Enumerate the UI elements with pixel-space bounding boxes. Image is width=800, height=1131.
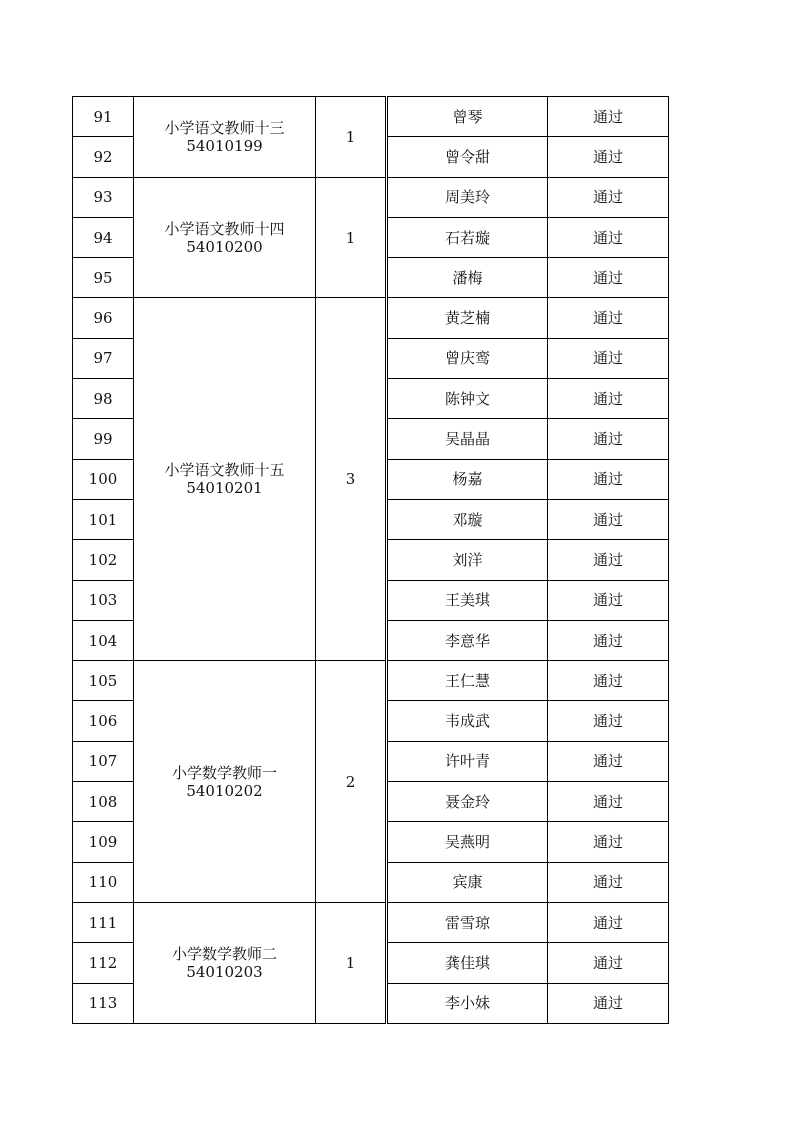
candidate-name-cell: 周美玲	[387, 177, 548, 217]
result-cell: 通过	[548, 379, 669, 419]
table-row	[73, 661, 669, 701]
table-row	[73, 902, 669, 942]
candidate-name-cell: 潘梅	[387, 258, 548, 298]
quota-cell: 1	[316, 177, 387, 298]
row-number-cell: 107	[73, 741, 134, 781]
table-row	[73, 97, 669, 137]
result-cell: 通过	[548, 298, 669, 338]
table-row	[73, 177, 669, 217]
results-table	[72, 96, 669, 1024]
row-number-cell: 99	[73, 419, 134, 459]
candidate-name-cell: 李意华	[387, 620, 548, 660]
row-number-cell: 111	[73, 902, 134, 942]
position-name: 小学语文教师十三	[164, 118, 285, 137]
result-cell: 通过	[548, 177, 669, 217]
result-cell: 通过	[548, 338, 669, 378]
candidate-name-cell: 王美琪	[387, 580, 548, 620]
row-number-cell: 108	[73, 782, 134, 822]
row-number-cell: 94	[73, 217, 134, 257]
position-name: 小学语文教师十四	[164, 219, 285, 238]
result-cell: 通过	[548, 217, 669, 257]
result-cell: 通过	[548, 741, 669, 781]
row-number-cell: 92	[73, 137, 134, 177]
row-number-cell: 110	[73, 862, 134, 902]
position-code: 54010202	[186, 781, 263, 800]
result-cell: 通过	[548, 822, 669, 862]
quota-cell: 2	[316, 661, 387, 903]
row-number-cell: 98	[73, 379, 134, 419]
result-cell: 通过	[548, 459, 669, 499]
candidate-name-cell: 曾令甜	[387, 137, 548, 177]
row-number-cell: 102	[73, 540, 134, 580]
position-name: 小学数学教师二	[171, 944, 277, 963]
result-cell: 通过	[548, 137, 669, 177]
row-number-cell: 93	[73, 177, 134, 217]
candidate-name-cell: 石若璇	[387, 217, 548, 257]
table-row	[73, 298, 669, 338]
candidate-name-cell: 杨嘉	[387, 459, 548, 499]
candidate-name-cell: 王仁慧	[387, 661, 548, 701]
row-number-cell: 101	[73, 499, 134, 539]
position-cell	[134, 177, 316, 298]
candidate-name-cell: 曾琴	[387, 97, 548, 137]
result-cell: 通过	[548, 97, 669, 137]
result-cell: 通过	[548, 701, 669, 741]
quota-cell: 1	[316, 902, 387, 1023]
candidate-name-cell: 宾康	[387, 862, 548, 902]
position-cell	[134, 298, 316, 661]
candidate-name-cell: 黄芝楠	[387, 298, 548, 338]
row-number-cell: 106	[73, 701, 134, 741]
row-number-cell: 113	[73, 983, 134, 1023]
row-number-cell: 91	[73, 97, 134, 137]
result-cell: 通过	[548, 782, 669, 822]
row-number-cell: 100	[73, 459, 134, 499]
candidate-name-cell: 曾庆鸾	[387, 338, 548, 378]
position-code: 54010199	[186, 136, 263, 155]
position-name: 小学数学教师一	[171, 763, 277, 782]
row-number-cell: 105	[73, 661, 134, 701]
result-cell: 通过	[548, 862, 669, 902]
row-number-cell: 112	[73, 943, 134, 983]
row-number-cell: 95	[73, 258, 134, 298]
result-cell: 通过	[548, 983, 669, 1023]
candidate-name-cell: 吴燕明	[387, 822, 548, 862]
candidate-name-cell: 陈钟文	[387, 379, 548, 419]
result-cell: 通过	[548, 419, 669, 459]
candidate-name-cell: 刘洋	[387, 540, 548, 580]
candidate-name-cell: 许叶青	[387, 741, 548, 781]
result-cell: 通过	[548, 258, 669, 298]
result-cell: 通过	[548, 580, 669, 620]
result-cell: 通过	[548, 540, 669, 580]
candidate-name-cell: 雷雪琼	[387, 902, 548, 942]
candidate-name-cell: 吴晶晶	[387, 419, 548, 459]
results-table-body	[73, 97, 669, 1024]
candidate-name-cell: 韦成武	[387, 701, 548, 741]
position-code: 54010201	[186, 479, 263, 498]
quota-cell: 3	[316, 298, 387, 661]
result-cell: 通过	[548, 902, 669, 942]
result-cell: 通过	[548, 620, 669, 660]
row-number-cell: 104	[73, 620, 134, 660]
row-number-cell: 97	[73, 338, 134, 378]
position-cell	[134, 661, 316, 903]
position-cell	[134, 902, 316, 1023]
result-cell: 通过	[548, 499, 669, 539]
result-cell: 通过	[548, 661, 669, 701]
position-code: 54010200	[186, 237, 263, 256]
row-number-cell: 109	[73, 822, 134, 862]
candidate-name-cell: 邓璇	[387, 499, 548, 539]
candidate-name-cell: 聂金玲	[387, 782, 548, 822]
quota-cell: 1	[316, 97, 387, 178]
candidate-name-cell: 李小妹	[387, 983, 548, 1023]
position-code: 54010203	[186, 962, 263, 981]
position-cell	[134, 97, 316, 178]
row-number-cell: 96	[73, 298, 134, 338]
result-cell: 通过	[548, 943, 669, 983]
row-number-cell: 103	[73, 580, 134, 620]
position-name: 小学语文教师十五	[164, 461, 285, 480]
candidate-name-cell: 龚佳琪	[387, 943, 548, 983]
